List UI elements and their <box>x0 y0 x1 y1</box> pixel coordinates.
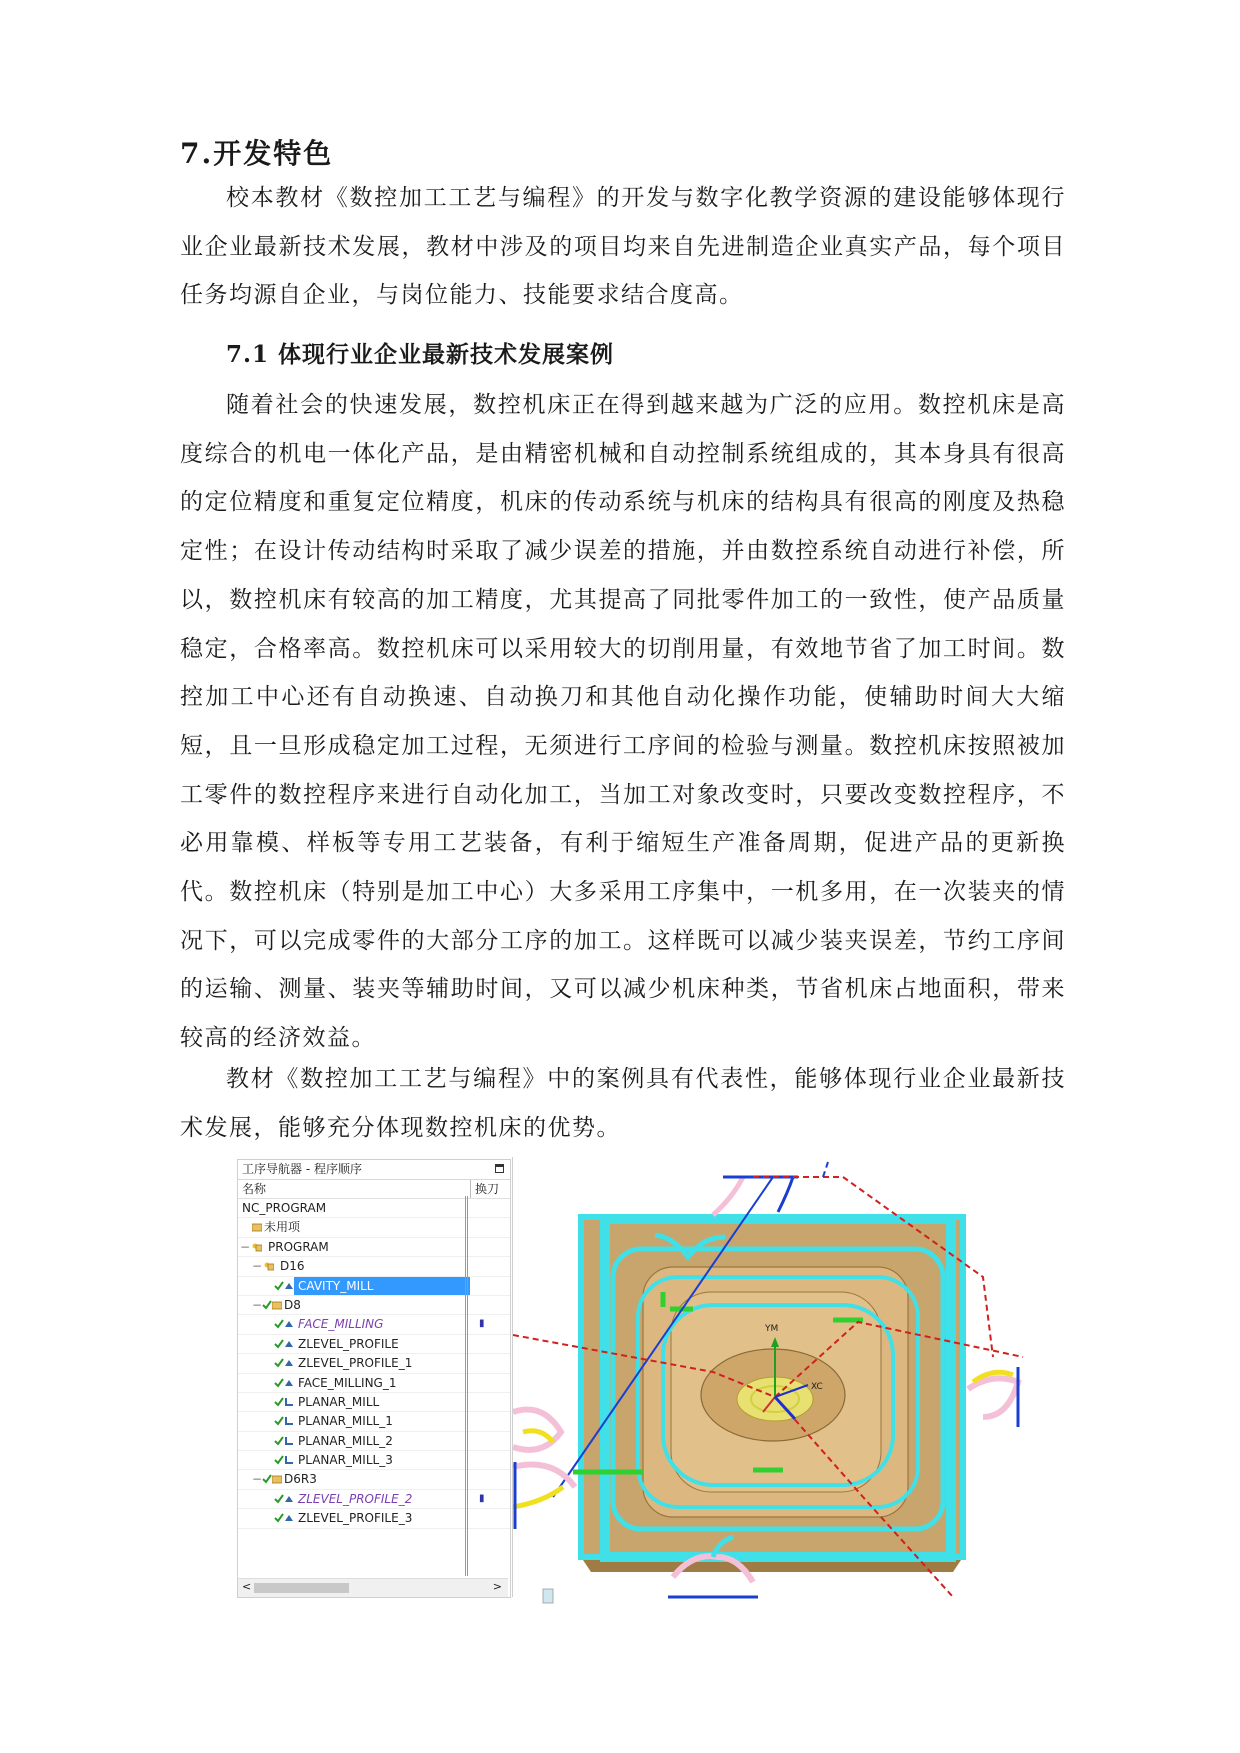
folder-icon <box>272 1300 282 1310</box>
tree-row[interactable] <box>238 1490 510 1509</box>
check-icon <box>262 1300 272 1310</box>
operation-icon <box>284 1339 294 1349</box>
tree-row[interactable] <box>238 1393 510 1412</box>
tree-row-label: D16 <box>280 1259 305 1274</box>
tree-row[interactable] <box>238 1335 510 1354</box>
pink-arc <box>968 1378 1018 1417</box>
check-icon <box>274 1455 284 1465</box>
tree-row[interactable]: − D8 <box>238 1296 510 1315</box>
check-icon <box>274 1513 284 1523</box>
program-folder-icon <box>252 1242 262 1252</box>
view-triad-icon[interactable] <box>543 1589 553 1603</box>
maximize-icon[interactable] <box>495 1164 504 1173</box>
horizontal-scrollbar[interactable] <box>238 1578 508 1597</box>
tree-row-label: PROGRAM <box>268 1239 329 1254</box>
column-name[interactable]: 名称 <box>242 1182 267 1196</box>
blue-dashed <box>823 1162 828 1177</box>
check-icon <box>274 1378 284 1388</box>
planar-mill-icon <box>284 1416 294 1426</box>
column-tool-change[interactable]: 换刀 <box>470 1180 511 1198</box>
scroll-thumb[interactable] <box>254 1583 349 1593</box>
operation-navigator <box>237 1159 511 1598</box>
toolpath-model-view <box>513 1157 1043 1607</box>
planar-mill-icon <box>284 1455 294 1465</box>
body-paragraph-1: 随着社会的快速发展，数控机床正在得到越来越为广泛的应用。数控机床是高度综合的机电一体化产品，是由精密机械和自动控制系统组成的，其本身具有很高的定位精度和重复定位精度，机床的传动系统与机床的结构具有很高的刚度及热稳定性；在设计传动结构时采取了减少误差的措施，并由数控系统自动进行补偿，所以，数控机床有较高的加工精度，尤其提高了同批零件加工的一致性，使产品质量稳定，合格率高。数控机床可以采用较大的切削用量，有效地节省了加工时间。数控加工中心还有自动换速、自动换刀和其他自动化操作功能，使辅助时间大大缩短，且一旦形成稳定加工过程，无须进行工序间的检验与测量。数控机床按照被加工零件的数控程序来进行自动化加工，当加工对象改变时，只要改变数控程序，不必用靠模、样板等专用工艺装备，有利于缩短生产准备周期，促进产品的更新换代。数控机床（特别是加工中心）大多采用工序集中，一机多用，在一次装夹的情况下，可以完成零件的大部分工序的加工。这样既可以减少装夹误差，节约工序间的运输、测量、装夹等辅助时间，又可以减少机床种类，节省机床占地面积，带来较高的经济效益。 <box>180 392 1066 1052</box>
subsection-heading: 7.1 体现行业企业最新技术发展案例 <box>226 341 615 368</box>
folder-icon <box>272 1474 282 1484</box>
navigator-header <box>238 1180 510 1199</box>
navigator-title: 工序导航器 - 程序顺序 <box>242 1162 362 1176</box>
operation-icon <box>284 1319 294 1329</box>
tree-row-label: FACE_MILLING_1 <box>298 1375 397 1390</box>
operation-icon <box>284 1494 294 1504</box>
tree-row-label: NC_PROGRAM <box>242 1201 327 1215</box>
tree-row-label: D6R3 <box>284 1472 317 1487</box>
operation-icon <box>284 1281 294 1291</box>
tree-row-label: ZLEVEL_PROFILE <box>298 1336 399 1351</box>
tree-row[interactable] <box>238 1451 510 1470</box>
tree-row[interactable]: − D6R3 <box>238 1470 510 1489</box>
planar-mill-icon <box>284 1436 294 1446</box>
tree-row-label: PLANAR_MILL_3 <box>298 1453 393 1468</box>
body-paragraph-2: 教材《数控加工工艺与编程》中的案例具有代表性，能够体现行业企业最新技术发展，能够充分体现数控机床的优势。 <box>180 1066 1066 1141</box>
tree-row[interactable] <box>238 1218 510 1237</box>
tree-row[interactable] <box>238 1354 510 1373</box>
navigator-rows <box>238 1199 510 1529</box>
tree-row-label: CAVITY_MILL <box>298 1278 374 1293</box>
pink-arc <box>513 1465 575 1488</box>
tool-change-icon: ▮ <box>479 1279 485 1291</box>
planar-mill-icon <box>284 1397 294 1407</box>
tool-change-icon: ▮ <box>479 1318 485 1330</box>
check-icon <box>274 1358 284 1368</box>
tree-row-label: D8 <box>284 1297 301 1312</box>
operation-icon <box>284 1513 294 1523</box>
tree-row[interactable] <box>238 1374 510 1393</box>
intro-paragraph: 校本教材《数控加工工艺与编程》的开发与数字化教学资源的建设能够体现行业企业最新技术发展，教材中涉及的项目均来自先进制造企业真实产品，每个项目任务均源自企业，与岗位能力、技能要求结合度高。 <box>180 185 1066 309</box>
operation-icon <box>284 1358 294 1368</box>
operation-icon <box>284 1378 294 1388</box>
check-icon <box>274 1397 284 1407</box>
tree-row[interactable] <box>238 1432 510 1451</box>
axis-label-x: XC <box>811 1382 823 1392</box>
check-icon <box>274 1416 284 1426</box>
program-folder-icon <box>264 1261 274 1271</box>
check-icon <box>274 1339 284 1349</box>
tree-row-label: FACE_MILLING <box>298 1317 384 1332</box>
folder-icon <box>252 1222 262 1232</box>
check-icon <box>274 1436 284 1446</box>
tree-row[interactable]: − PROGRAM <box>238 1238 510 1257</box>
tree-row-label: ZLEVEL_PROFILE_2 <box>298 1491 413 1506</box>
section-heading: 7.开发特色 <box>180 137 334 170</box>
tree-row-label: PLANAR_MILL_2 <box>298 1433 393 1448</box>
tree-row-label: 未用项 <box>264 1220 301 1235</box>
tree-row[interactable] <box>238 1315 510 1334</box>
tree-row-label: ZLEVEL_PROFILE_3 <box>298 1511 413 1526</box>
tree-row-label: PLANAR_MILL_1 <box>298 1414 393 1429</box>
check-icon <box>274 1494 284 1504</box>
yellow-arc <box>513 1487 563 1507</box>
check-icon <box>274 1319 284 1329</box>
scroll-right-arrow[interactable]: > <box>492 1580 502 1593</box>
tree-row-label: ZLEVEL_PROFILE_1 <box>298 1356 413 1371</box>
tree-row[interactable] <box>238 1509 510 1528</box>
column-separator <box>465 1196 466 1576</box>
axis-label-y: YM <box>765 1324 779 1334</box>
check-icon <box>274 1281 284 1291</box>
pink-arc <box>713 1177 743 1215</box>
tree-row[interactable] <box>238 1199 510 1218</box>
scroll-left-arrow[interactable]: < <box>242 1580 252 1593</box>
yellow-arc <box>523 1431 553 1442</box>
check-icon <box>262 1474 272 1484</box>
tree-row-label: PLANAR_MILL <box>298 1394 380 1409</box>
tool-change-icon: ▮ <box>479 1492 485 1504</box>
tree-row-selected[interactable] <box>238 1277 510 1296</box>
tree-row[interactable]: − D16 <box>238 1257 510 1276</box>
tree-row[interactable] <box>238 1412 510 1431</box>
column-separator <box>467 1196 468 1576</box>
navigator-title-bar <box>238 1160 510 1180</box>
